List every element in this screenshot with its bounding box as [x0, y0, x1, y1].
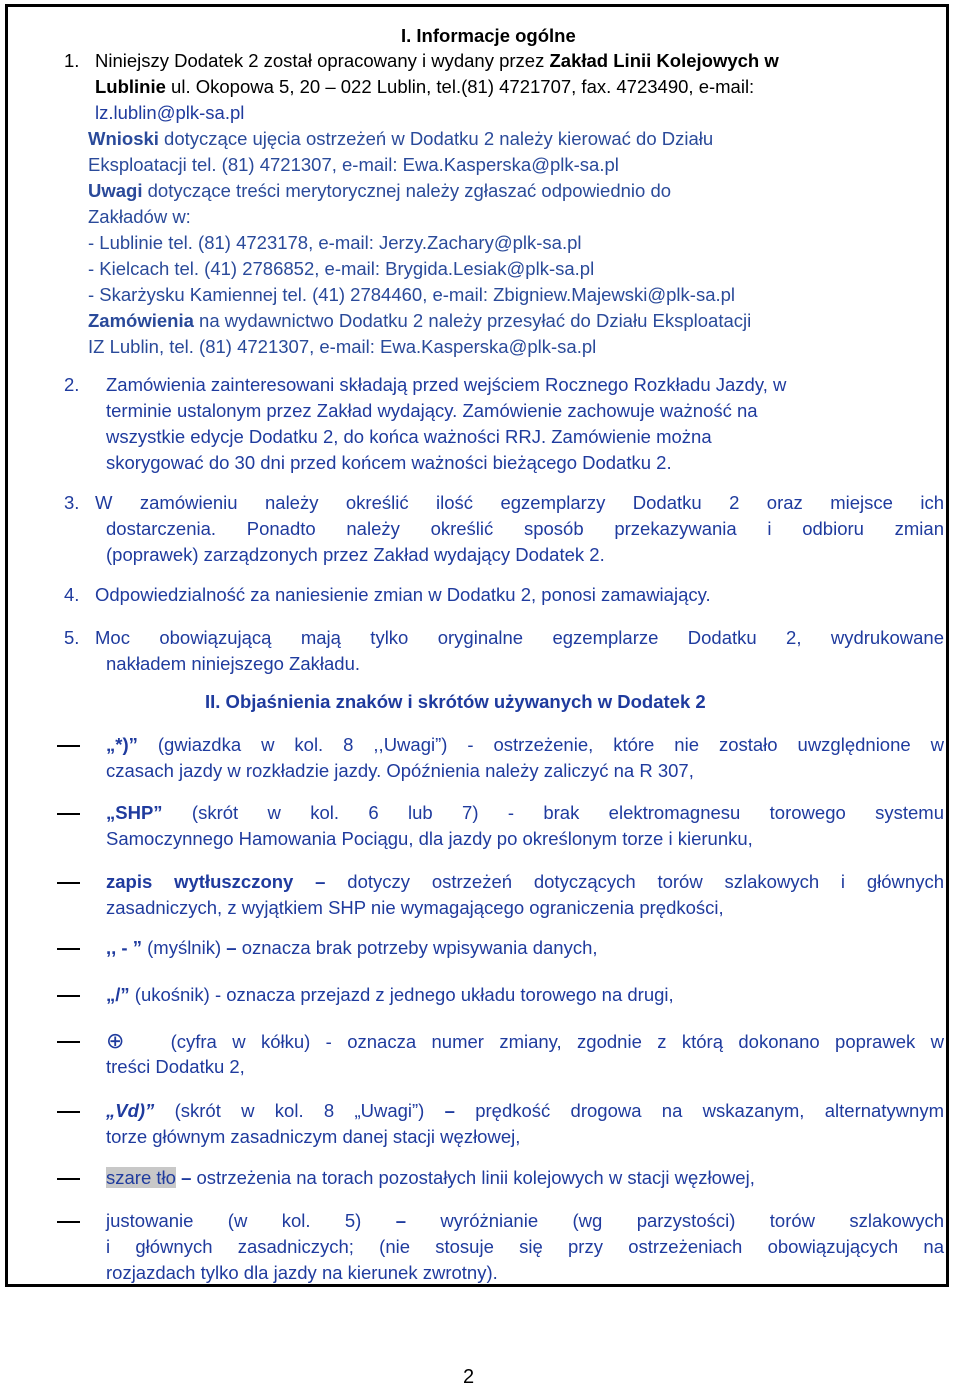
entry-1-line-2 — [106, 758, 694, 784]
item-2-number: 2. — [64, 374, 80, 395]
uwagi-label: Uwagi — [88, 180, 143, 201]
item-1-text: Niniejszy Dodatek 2 został opracowany i wydany przez — [95, 50, 550, 71]
uwagi-text: dotyczące treści merytorycznej należy zgłaszać odpowiednio do — [142, 180, 672, 201]
wnioski-text: dotyczące ujęcia ostrzeżeń w Dodatku 2 należy kierować do Działu — [158, 128, 714, 149]
item-1-line-1 — [95, 48, 779, 74]
entry-9-line-2: i głównych zasadniczych; (nie stosuje się przy ostrzeżeniach obowiązujących na — [106, 1236, 944, 1257]
item-5-number: 5. — [64, 627, 80, 648]
section-2-heading: II. Objaśnienia znaków i skrótów używanych w Dodatek 2 — [205, 691, 706, 712]
item-5-line-2: nakładem niniejszego Zakładu. — [106, 653, 361, 674]
entry-4-text-c: oznacza brak potrzeby wpisywania danych, — [236, 937, 598, 958]
entry-3-line-1 — [106, 869, 944, 895]
section-1-heading: I. Informacje ogólne — [401, 25, 576, 46]
entry-9-line-1 — [106, 1208, 944, 1234]
entry-1-text: (gwiazdka w kol. 8 ,,Uwagi”) - ostrzeżenie, które nie zostało uwzględnione w — [157, 734, 944, 755]
entry-8-text: ostrzeżenia na torach pozostałych linii kolejowych w stacji węzłowej, — [191, 1167, 755, 1188]
item-1-line-2 — [95, 74, 754, 100]
item-2-text-a: terminie ustalonym przez Zakład wydający. — [106, 400, 463, 421]
entry-7-text-a: (skrót w kol. 8 „Uwagi”) — [174, 1100, 445, 1121]
uwagi-line-2: Zakładów w: — [88, 206, 191, 227]
entry-7-symbol: „Vd)” — [106, 1100, 155, 1121]
zamowienia-text: na wydawnictwo Dodatku 2 należy przesyłać do Działu Eksploatacji — [193, 310, 752, 331]
dash-bullet — [57, 1111, 80, 1113]
item-4-line-1: Odpowiedzialność za naniesienie zmian w Dodatku 2, ponosi zamawiający. — [95, 584, 711, 605]
item-5-line-1: Moc obowiązującą mają tylko oryginalne egzemplarze Dodatku 2, wydrukowane — [95, 627, 944, 648]
entry-5-symbol: „/” — [106, 984, 130, 1005]
wnioski-line-2 — [88, 152, 619, 178]
entry-4-line-1 — [106, 935, 598, 961]
item-3-line-3: (poprawek) zarządzonych przez Zakład wydający Dodatek 2. — [106, 544, 605, 565]
zamowienia-email[interactable]: Kasperska@plk-sa.pl — [421, 336, 597, 357]
uwagi-lublin-email[interactable]: Zachary@plk-sa.pl — [427, 232, 582, 253]
dash-bullet — [57, 1178, 80, 1180]
entry-4-symbol: ,, - ” — [106, 937, 142, 958]
dash-bullet — [57, 1221, 80, 1223]
wnioski-line-1 — [88, 126, 713, 152]
zamowienia-contact: IZ Lublin, tel. (81) 4721307, e-mail: Ewa. — [88, 336, 422, 357]
entry-2-line-1 — [106, 800, 944, 826]
item-2-text-b: Zamówienie zachowuje ważność na — [462, 400, 758, 421]
uwagi-skarzysko-contact: - Skarżysku Kamiennej tel. (41) 2784460, e-mail: Zbigniew. — [88, 284, 572, 305]
wnioski-label: Wnioski — [88, 128, 159, 149]
entry-2-line-2: Samoczynnego Hamowania Pociągu, dla jazdy po określonym torze i kierunku, — [106, 828, 753, 849]
entry-9-line-3: rozjazdach tylko dla jazdy na kierunek zwrotny). — [106, 1262, 498, 1283]
entry-8-dash: – — [181, 1167, 192, 1188]
uwagi-line-1 — [88, 178, 671, 204]
item-2-text-d: Zamówienie można — [551, 426, 712, 447]
item-3-text-a: dostarczenia. — [106, 518, 247, 539]
item-3-line-1: W zamówieniu należy określić ilość egzemplarzy Dodatku 2 oraz miejsce ich — [95, 492, 944, 513]
entry-9-text-a: justowanie (w kol. 5) — [106, 1210, 396, 1231]
entry-8-line-1 — [106, 1165, 755, 1191]
entry-7-text-c: prędkość drogowa na wskazanym, alternatywnym — [454, 1100, 945, 1121]
item-2-line-2 — [106, 398, 758, 424]
entry-5-text: (ukośnik) - oznacza przejazd z jednego układu torowego na drugi, — [134, 984, 674, 1005]
entry-1-line-1 — [106, 732, 944, 758]
circled-plus-icon: ⊕ — [106, 1028, 125, 1053]
dash-bullet — [57, 745, 80, 747]
item-3-number: 3. — [64, 492, 80, 513]
entry-3-line-2: zasadniczych, z wyjątkiem SHP nie wymagającego ograniczenia prędkości, — [106, 897, 724, 918]
entry-7-line-2: torze głównym zasadniczym danej stacji węzłowej, — [106, 1126, 521, 1147]
item-1-publisher: Zakład Linii Kolejowych w — [549, 50, 779, 71]
item-1-address: ul. Okopowa 5, 20 – 022 Lublin, tel.(81) 4721707, fax. 4723490, e-mail: — [165, 76, 755, 97]
item-4-number: 4. — [64, 584, 80, 605]
entry-1-text-a: czasach jazdy w rozkładzie jazdy. — [106, 760, 387, 781]
entry-3-symbol: zapis wytłuszczony – — [106, 871, 326, 892]
entry-9-dash: – — [395, 1210, 407, 1231]
uwagi-kielce-email[interactable]: Lesiak@plk-sa.pl — [453, 258, 595, 279]
page-number: 2 — [463, 1366, 475, 1388]
item-1-publisher-city: Lublinie — [95, 76, 166, 97]
zamowienia-line-1 — [88, 308, 751, 334]
item-1-number: 1. — [64, 50, 80, 71]
entry-1-symbol: „*)” — [106, 734, 138, 755]
item-2-line-3 — [106, 424, 712, 450]
entry-6-line-1 — [106, 1028, 944, 1055]
dash-bullet — [57, 882, 80, 884]
uwagi-skarzysko-email[interactable]: Majewski@plk-sa.pl — [571, 284, 736, 305]
item-1-email-link[interactable]: lz.lublin@plk-sa.pl — [95, 102, 245, 123]
zamowienia-label: Zamówienia — [88, 310, 194, 331]
entry-9-text-c: wyróżnianie (wg parzystości) torów szlakowych — [406, 1210, 944, 1231]
dash-bullet — [57, 995, 80, 997]
uwagi-lublin-contact: - Lublinie tel. (81) 4723178, e-mail: Jerzy. — [88, 232, 427, 253]
dash-bullet — [57, 813, 80, 815]
dash-bullet — [57, 1041, 80, 1043]
uwagi-lublin — [88, 230, 582, 256]
entry-4-text-a: (myślnik) — [147, 937, 227, 958]
entry-2-text: (skrót w kol. 6 lub 7) - brak elektromagnesu torowego systemu — [191, 802, 944, 823]
uwagi-kielce-contact: - Kielcach tel. (41) 2786852, e-mail: Brygida. — [88, 258, 454, 279]
item-2-text-c: wszystkie edycje Dodatku 2, do końca ważności RRJ. — [106, 426, 552, 447]
entry-5-line-1 — [106, 982, 674, 1008]
entry-3-text: dotyczy ostrzeżeń dotyczących torów szlakowych i głównych — [347, 871, 944, 892]
dash-bullet — [57, 948, 80, 950]
entry-7-line-1 — [106, 1098, 944, 1124]
entry-7-dash: – — [444, 1100, 455, 1121]
entry-8-grey-background-sample: szare tło — [106, 1167, 176, 1188]
entry-6-text: (cyfra w kółku) - oznacza numer zmiany, zgodnie z którą dokonano poprawek w — [170, 1031, 944, 1052]
item-2-line-4: skorygować do 30 dni przed końcem ważności bieżącego Dodatku 2. — [106, 452, 672, 473]
entry-4-dash: – — [226, 937, 237, 958]
entry-6-line-2: treści Dodatku 2, — [106, 1056, 245, 1077]
zamowienia-line-2 — [88, 334, 596, 360]
item-3-line-2 — [106, 516, 944, 542]
uwagi-kielce — [88, 256, 594, 282]
entry-2-symbol: „SHP” — [106, 802, 163, 823]
item-3-text-b: Ponadto należy określić sposób przekazywania i odbioru zmian — [246, 518, 944, 539]
item-2-line-1: Zamówienia zainteresowani składają przed wejściem Rocznego Rozkładu Jazdy, w — [106, 374, 787, 395]
entry-1-text-b: Opóźnienia należy zaliczyć na R 307, — [386, 760, 694, 781]
wnioski-email[interactable]: Kasperska@plk-sa.pl — [443, 154, 619, 175]
wnioski-contact: Eksploatacji tel. (81) 4721307, e-mail: Ewa. — [88, 154, 444, 175]
uwagi-skarzysko — [88, 282, 735, 308]
